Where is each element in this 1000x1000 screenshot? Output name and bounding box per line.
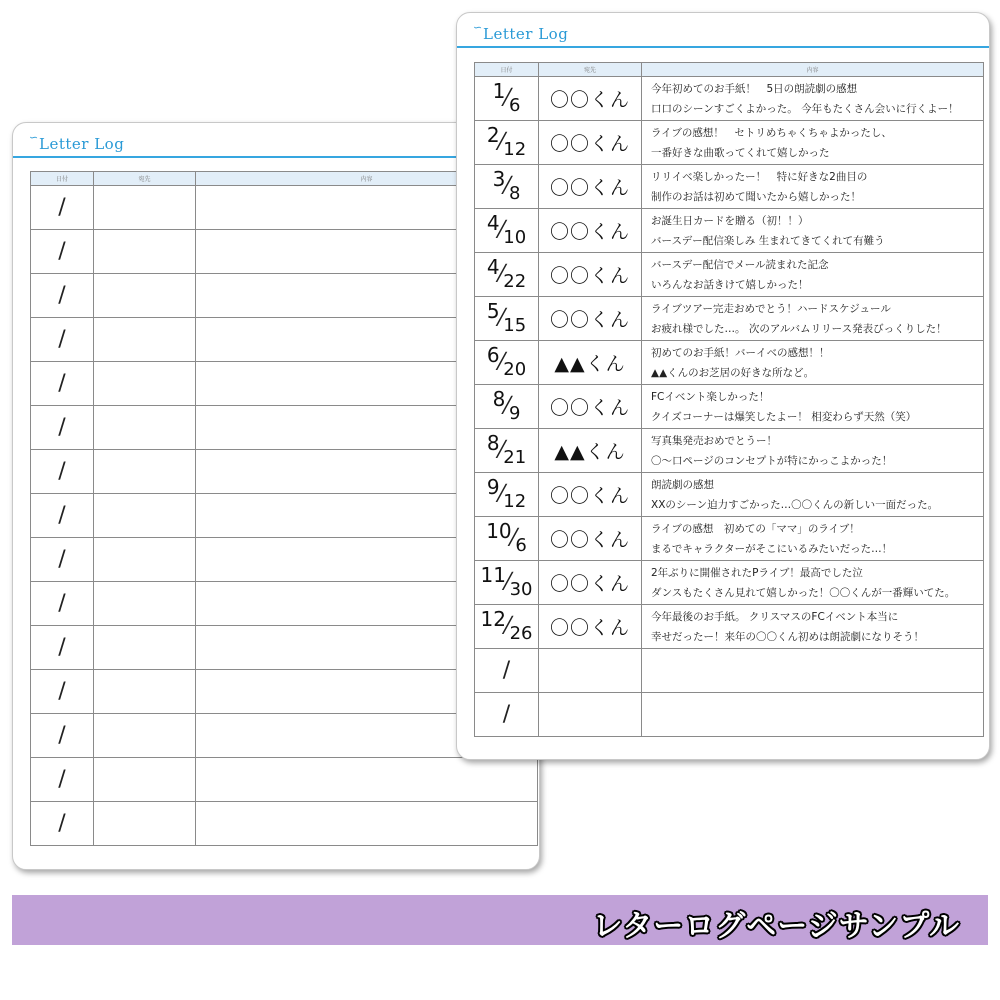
column-header-date: 日付 (31, 172, 94, 186)
date-month: 3 (492, 167, 506, 191)
date-day: 26 (509, 623, 533, 644)
content-cell (642, 605, 984, 649)
letter-log-table (474, 62, 984, 737)
content-line: 朗読劇の感想 (651, 478, 714, 491)
swirl-ornament-icon: ∽ (473, 21, 483, 34)
date-day: 12 (503, 139, 527, 160)
content-line: ダンスもたくさん見れて嬉しかった！〇〇くんが一番輝いてた。 (651, 586, 956, 599)
content-cell (196, 758, 538, 802)
date-slash: ⁄ (499, 480, 504, 509)
letter-log-logo (29, 131, 125, 153)
recipient-cell: 〇〇くん (539, 165, 642, 209)
date-cell (31, 582, 94, 626)
table-row (31, 758, 538, 802)
date-cell (475, 561, 539, 605)
content-line: バースデー配信でメール読まれた記念 (651, 258, 829, 271)
date-cell (31, 406, 94, 450)
recipient-cell (94, 714, 196, 758)
recipient-cell (94, 582, 196, 626)
date-cell (475, 473, 539, 517)
content-line: FCイベント楽しかった！ (651, 390, 770, 403)
recipient-cell: 〇〇くん (539, 209, 642, 253)
date-slash: / (58, 459, 66, 484)
date-cell (475, 649, 539, 693)
recipient-cell: ▲▲くん (539, 341, 642, 385)
table-row (475, 561, 984, 605)
date-cell (475, 605, 539, 649)
recipient-cell (94, 538, 196, 582)
date-cell (31, 714, 94, 758)
content-line: 幸せだったー！来年の〇〇くん初めは朗読劇になりそう！ (651, 630, 924, 643)
date-slash: ⁄ (511, 524, 516, 553)
table-row (475, 121, 984, 165)
table-row (475, 517, 984, 561)
date-cell (31, 274, 94, 318)
date-month: 5 (486, 299, 500, 323)
date-cell (31, 626, 94, 670)
table-row (31, 802, 538, 846)
date-slash: / (58, 811, 66, 836)
content-cell (642, 253, 984, 297)
date-month: 9 (486, 475, 500, 499)
content-line: 一番好きな曲歌ってくれて嬉しかった (651, 146, 830, 159)
content-line: 2年ぶりに開催されたPライブ！最高でした泣 (651, 566, 863, 579)
content-line: XXのシーン迫力すごかった…〇〇くんの新しい一面だった。 (651, 498, 939, 511)
table-row (475, 429, 984, 473)
recipient-cell (94, 274, 196, 318)
date-month: 8 (486, 431, 500, 455)
date-slash: ⁄ (505, 568, 510, 597)
date-slash: ⁄ (499, 436, 504, 465)
content-cell (642, 517, 984, 561)
date-day: 6 (515, 535, 527, 556)
date-cell (31, 670, 94, 714)
swirl-ornament-icon: ∽ (29, 131, 39, 144)
column-header-date: 日付 (475, 63, 539, 77)
content-cell (642, 209, 984, 253)
date-slash: / (58, 195, 66, 220)
recipient-cell: 〇〇くん (539, 385, 642, 429)
column-header-to: 宛先 (94, 172, 196, 186)
content-line: ライブツアー完走おめでとう！ハードスケジュール (651, 302, 891, 315)
date-day: 30 (509, 579, 533, 600)
date-month: 10 (486, 519, 512, 543)
content-line: 今年最後のお手紙。 クリスマスのFCイベント本当に (651, 610, 899, 623)
letter-log-logo (473, 21, 569, 43)
recipient-cell: 〇〇くん (539, 517, 642, 561)
date-slash: / (58, 415, 66, 440)
date-month: 4 (486, 255, 500, 279)
recipient-cell: 〇〇くん (539, 561, 642, 605)
table-row (475, 693, 984, 737)
date-slash: / (58, 239, 66, 264)
content-line: ▲▲くんのお芝居の好きな所など。 (651, 366, 815, 379)
date-slash: / (58, 635, 66, 660)
table-row (475, 77, 984, 121)
content-cell (642, 385, 984, 429)
date-cell (31, 186, 94, 230)
content-cell (642, 473, 984, 517)
recipient-cell (94, 626, 196, 670)
date-slash: / (58, 283, 66, 308)
table-row (475, 297, 984, 341)
date-month: 1 (492, 79, 506, 103)
date-cell (475, 165, 539, 209)
content-line: ライブの感想！ セトリめちゃくちゃよかったし、 (651, 126, 892, 139)
recipient-cell (94, 758, 196, 802)
recipient-cell (94, 186, 196, 230)
date-day: 12 (503, 491, 527, 512)
content-cell (642, 165, 984, 209)
recipient-cell (94, 230, 196, 274)
date-month: 12 (480, 607, 506, 631)
date-cell (475, 429, 539, 473)
date-slash: / (58, 547, 66, 572)
table-row (475, 165, 984, 209)
content-cell (642, 693, 984, 737)
caption-text: レターログページサンプル (592, 909, 960, 944)
column-header-content: 内容 (196, 172, 538, 186)
recipient-cell (94, 362, 196, 406)
table-row (475, 253, 984, 297)
date-day: 9 (508, 403, 521, 424)
recipient-cell: 〇〇くん (539, 473, 642, 517)
date-day: 20 (503, 359, 527, 380)
content-line: 〇～口ページのコンセプトが特にかっこよかった！ (651, 454, 893, 467)
date-cell (475, 385, 539, 429)
content-line: ライブの感想 初めての「ママ」のライブ！ (651, 522, 860, 535)
recipient-cell: 〇〇くん (539, 77, 642, 121)
recipient-cell (539, 693, 642, 737)
date-cell (31, 362, 94, 406)
date-slash: / (58, 503, 66, 528)
content-cell (196, 802, 538, 846)
content-cell (642, 77, 984, 121)
date-slash: / (502, 658, 511, 683)
date-day: 21 (503, 447, 527, 468)
table-row (475, 649, 984, 693)
date-cell (475, 341, 539, 385)
content-cell (642, 649, 984, 693)
date-month: 11 (480, 563, 506, 587)
content-line: 口口のシーンすごくよかった。 今年もたくさん会いに行くよー！ (651, 102, 959, 115)
logo-text: Letter Log (483, 25, 569, 43)
content-line: お誕生日カードを贈る（初！！） (651, 214, 809, 227)
recipient-cell (94, 406, 196, 450)
date-cell (475, 209, 539, 253)
date-slash: ⁄ (499, 260, 504, 289)
table-row (475, 385, 984, 429)
content-cell (642, 121, 984, 165)
content-line: 制作のお話は初めて聞いたから嬉しかった！ (651, 190, 861, 203)
date-cell (475, 517, 539, 561)
date-month: 4 (486, 211, 500, 235)
date-slash: ⁄ (505, 84, 509, 113)
recipient-cell (94, 494, 196, 538)
date-cell (475, 77, 539, 121)
date-slash: / (58, 767, 66, 792)
date-month: 6 (486, 343, 500, 367)
date-slash: / (58, 723, 66, 748)
sample-letter-log-page (456, 12, 990, 760)
content-line: いろんなお話きけて嬉しかった！ (651, 278, 809, 291)
date-month: 8 (492, 387, 506, 411)
column-header-to: 宛先 (539, 63, 642, 77)
date-slash: ⁄ (505, 612, 510, 641)
content-cell (642, 297, 984, 341)
recipient-cell: 〇〇くん (539, 121, 642, 165)
recipient-cell (94, 670, 196, 714)
content-cell (642, 341, 984, 385)
date-day: 22 (503, 271, 527, 292)
date-day: 10 (503, 227, 527, 248)
content-line: 今年初めてのお手紙！ 5日の朗読劇の感想 (651, 82, 858, 95)
content-line: 初めてのお手紙！バーイベの感想！！ (651, 346, 830, 359)
table-row (475, 341, 984, 385)
date-slash: / (58, 371, 66, 396)
table-row (475, 473, 984, 517)
date-cell (31, 318, 94, 362)
content-line: クイズコーナーは爆笑したよー！ 相変わらず天然（笑） (651, 410, 917, 423)
recipient-cell: 〇〇くん (539, 253, 642, 297)
date-day: 15 (503, 315, 527, 336)
date-cell (31, 230, 94, 274)
date-slash: / (58, 591, 66, 616)
logo-text: Letter Log (39, 135, 125, 153)
date-cell (31, 538, 94, 582)
date-slash: ⁄ (499, 128, 504, 157)
content-line: 写真集発売おめでとうー！ (651, 434, 777, 447)
content-line: バースデー配信楽しみ 生まれてきてくれて有難う (651, 234, 885, 247)
recipient-cell (94, 450, 196, 494)
date-cell (31, 450, 94, 494)
date-cell (31, 758, 94, 802)
recipient-cell (94, 802, 196, 846)
date-cell (475, 297, 539, 341)
content-cell (642, 429, 984, 473)
date-day: 6 (508, 95, 521, 116)
content-line: リリイベ楽しかったー！ 特に好きな2曲目の (651, 170, 868, 183)
date-slash: / (58, 327, 66, 352)
date-slash: / (58, 679, 66, 704)
date-slash: ⁄ (499, 216, 504, 245)
date-cell (31, 494, 94, 538)
date-cell (475, 253, 539, 297)
date-cell (475, 693, 539, 737)
table-row (475, 605, 984, 649)
recipient-cell (539, 649, 642, 693)
date-month: 2 (486, 123, 500, 147)
recipient-cell: 〇〇くん (539, 605, 642, 649)
date-cell (31, 802, 94, 846)
content-line: お疲れ様でした…。 次のアルバムリリース発表びっくりした！ (651, 322, 947, 335)
caption-banner (12, 895, 988, 945)
recipient-cell: 〇〇くん (539, 297, 642, 341)
table-row (475, 209, 984, 253)
date-slash: ⁄ (499, 304, 504, 333)
date-slash: ⁄ (505, 172, 509, 201)
column-header-content: 内容 (642, 63, 984, 77)
date-slash: ⁄ (505, 392, 509, 421)
date-day: 8 (508, 183, 521, 204)
content-cell (642, 561, 984, 605)
header-rule (457, 46, 989, 48)
date-slash: / (502, 702, 511, 727)
content-line: まるでキャラクターがそこにいるみたいだった…！ (651, 542, 893, 555)
date-slash: ⁄ (499, 348, 504, 377)
recipient-cell (94, 318, 196, 362)
date-cell (475, 121, 539, 165)
recipient-cell: ▲▲くん (539, 429, 642, 473)
